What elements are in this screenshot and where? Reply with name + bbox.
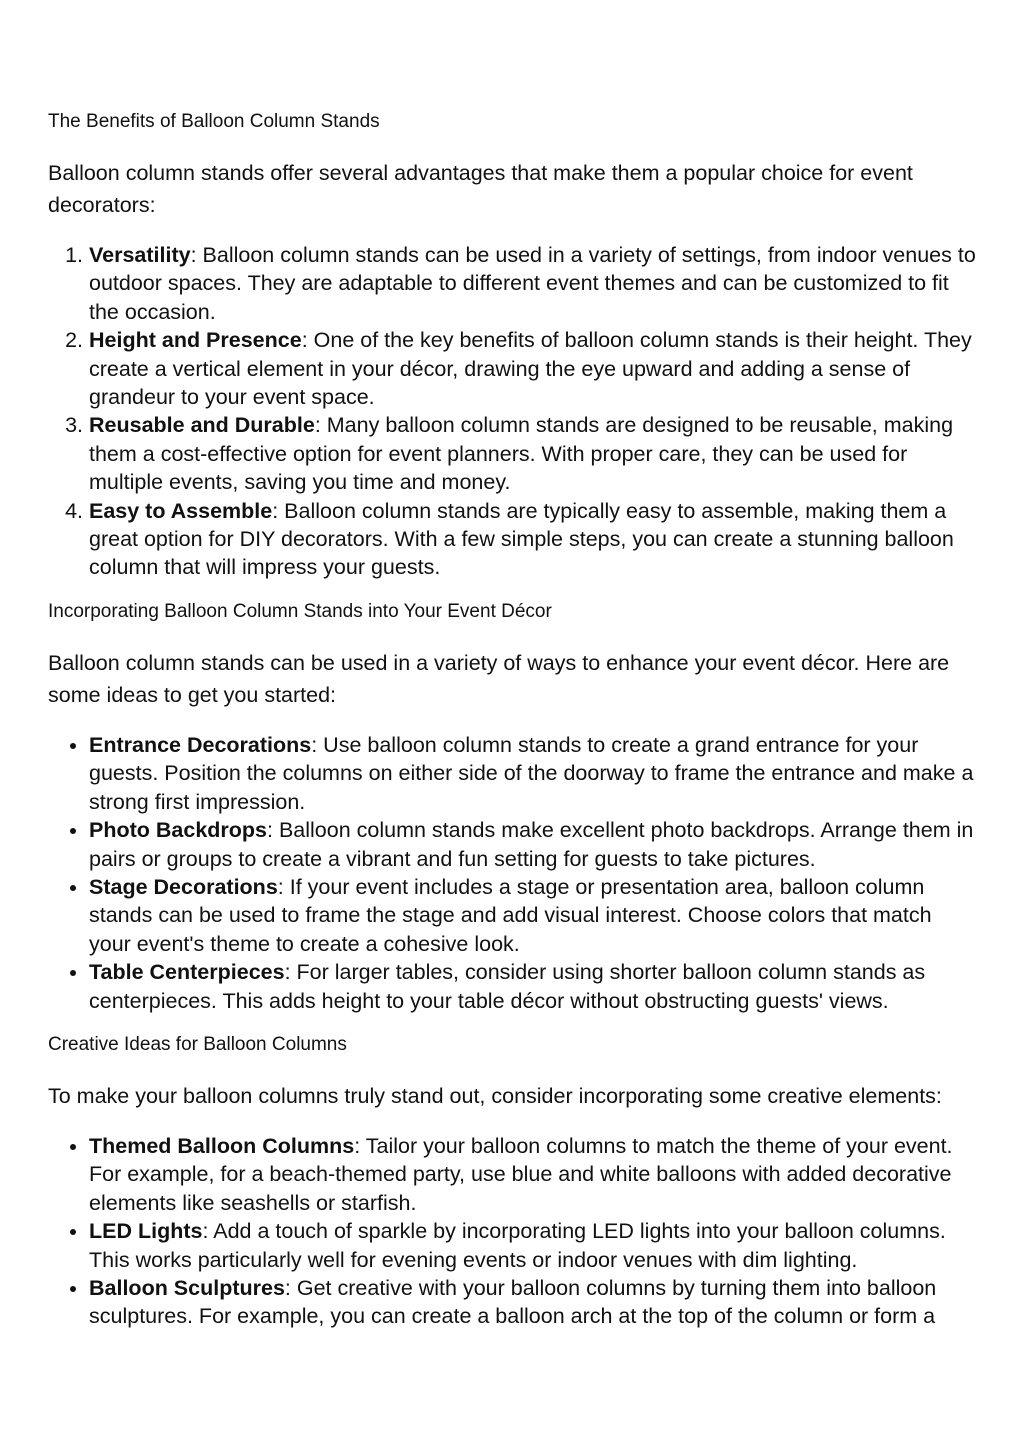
list-item-text: : Add a touch of sparkle by incorporating LED lights into your balloon columns. This works particularly well for evening events or indoor venues with dim lighting.: [89, 1219, 946, 1272]
list-item: [89, 1132, 978, 1217]
list-item-text: : One of the key benefits of balloon column stands is their height. They create a vertical element in your décor, drawing the eye upward and adding a sense of grandeur to your event space.: [89, 328, 972, 410]
list-item-text: : Get creative with your balloon columns by turning them into balloon sculptures. For example, you can create a balloon arch at the top of the column or form a: [89, 1275, 937, 1329]
list-item-term: Entrance Decorations: [89, 732, 312, 757]
list-item-term: Balloon Sculptures: [89, 1275, 285, 1300]
list-item: [89, 958, 978, 1015]
section-intro-incorporating: Balloon column stands can be used in a variety of ways to enhance your event décor. Here are some ideas to get you started:: [48, 650, 950, 707]
list-item-text: : Use balloon column stands to create a grand entrance for your guests. Position the columns on either side of the doorway to frame the entrance and make a strong first impression.: [89, 732, 974, 814]
document-page: [48, 108, 978, 1331]
list-item: [89, 816, 978, 873]
list-item-text: : Balloon column stands make excellent photo backdrops. Arrange them in pairs or groups to create a vibrant and fun setting for guests to take pictures.: [89, 818, 974, 871]
list-item-text: : For larger tables, consider using shorter balloon column stands as centerpieces. This adds height to your table décor without obstructing guests' views.: [89, 960, 926, 1013]
creative-list: [48, 1132, 978, 1331]
list-item-term: Easy to Assemble: [89, 498, 273, 523]
list-item-text: : Many balloon column stands are designed to be reusable, making them a cost-effective option for event planners. With proper care, they can be used for multiple events, saving you time and money.: [89, 413, 954, 495]
list-item: [89, 1274, 978, 1331]
section-heading-creative: Creative Ideas for Balloon Columns: [48, 1033, 347, 1055]
list-item: [89, 241, 978, 326]
list-item-text: : Balloon column stands can be used in a variety of settings, from indoor venues to outdoor spaces. They are adaptable to different event themes and can be customized to fit the occasion.: [89, 243, 976, 324]
list-item: [89, 1217, 978, 1274]
list-item: [89, 411, 978, 496]
section-heading-incorporating: Incorporating Balloon Column Stands into Your Event Décor: [48, 600, 552, 622]
list-item-text: : If your event includes a stage or presentation area, balloon column stands can be used to frame the stage and add visual interest. Choose colors that match your event's theme to create a cohesive look.: [89, 874, 932, 956]
list-item-term: Reusable and Durable: [89, 413, 315, 438]
list-item-text: : Tailor your balloon columns to match the theme of your event. For example, for a beach-themed party, use blue and white balloons with added decorative elements like seashells or starfish.: [89, 1133, 953, 1215]
ideas-list: [48, 731, 978, 1015]
benefits-list: [48, 241, 978, 582]
list-item-term: LED Lights: [89, 1219, 203, 1244]
list-item-term: Table Centerpieces: [89, 960, 285, 985]
list-item: [89, 731, 978, 816]
list-item-term: Themed Balloon Columns: [89, 1133, 355, 1158]
section-intro-creative: To make your balloon columns truly stand out, consider incorporating some creative elements:: [48, 1083, 942, 1108]
section-intro-benefits: Balloon column stands offer several advantages that make them a popular choice for event decorators:: [48, 161, 913, 217]
section-heading-benefits: The Benefits of Balloon Column Stands: [48, 111, 380, 132]
list-item: [89, 873, 978, 958]
list-item-term: Stage Decorations: [89, 874, 278, 899]
list-item: [89, 497, 978, 582]
list-item: [89, 326, 978, 411]
list-item-term: Height and Presence: [89, 328, 302, 353]
list-item-term: Photo Backdrops: [89, 818, 267, 843]
list-item-term: Versatility: [89, 243, 191, 267]
list-item-text: : Balloon column stands are typically easy to assemble, making them a great option for DIY decorators. With a few simple steps, you can create a stunning balloon column that will impress your guests.: [89, 498, 954, 580]
